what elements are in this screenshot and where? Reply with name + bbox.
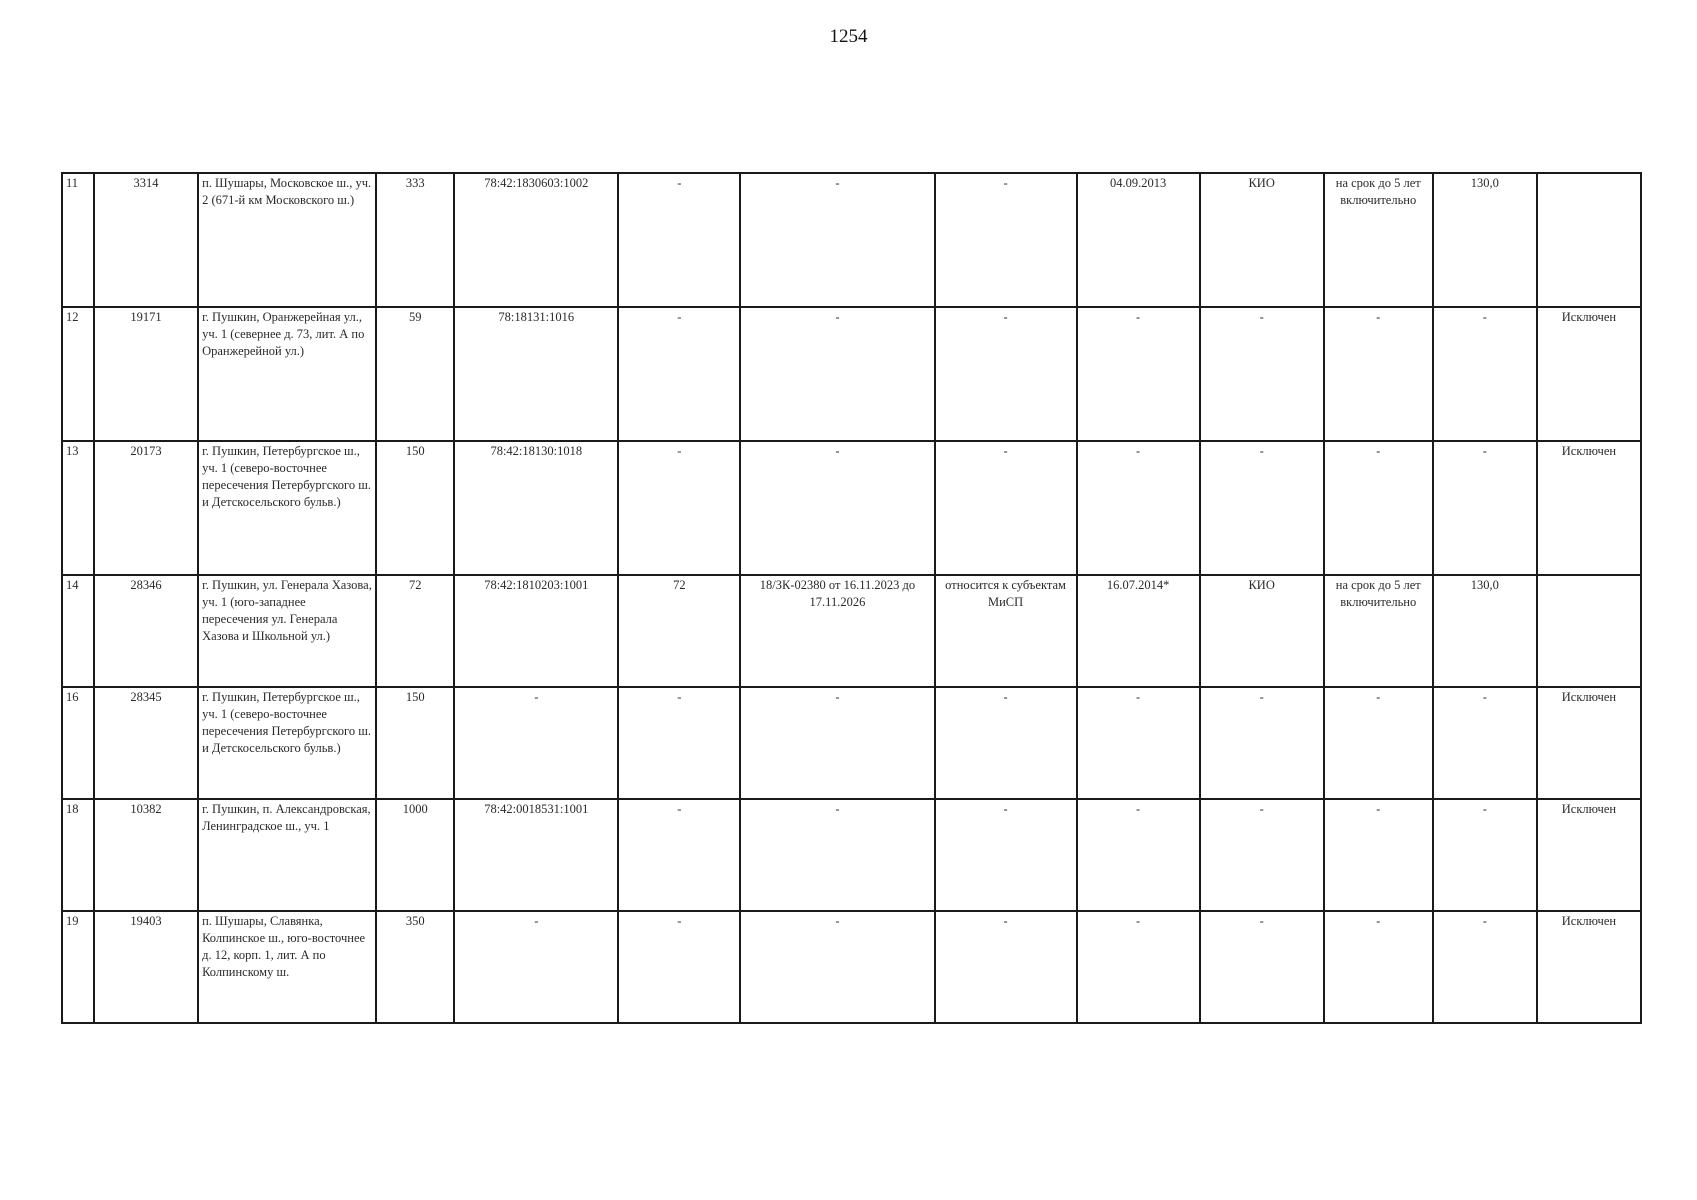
decision-date: -	[1077, 441, 1200, 575]
cadastral-number: 78:42:18130:1018	[454, 441, 618, 575]
decision-date: -	[1077, 799, 1200, 911]
term: -	[1324, 911, 1433, 1023]
cadastral-number: 78:42:0018531:1001	[454, 799, 618, 911]
status: Исключен	[1537, 441, 1641, 575]
row-number: 14	[62, 575, 94, 687]
table-row	[62, 173, 1641, 307]
rate: 130,0	[1433, 173, 1537, 307]
object-code: 19403	[94, 911, 198, 1023]
term: на срок до 5 лет включительно	[1324, 575, 1433, 687]
row-number: 19	[62, 911, 94, 1023]
rate: -	[1433, 441, 1537, 575]
column-8: -	[935, 687, 1077, 799]
rate: -	[1433, 307, 1537, 441]
cadastral-number: -	[454, 687, 618, 799]
table-row	[62, 575, 1641, 687]
status: Исключен	[1537, 911, 1641, 1023]
cadastral-number: -	[454, 911, 618, 1023]
decision-date: 04.09.2013	[1077, 173, 1200, 307]
address: г. Пушкин, ул. Генерала Хазова, уч. 1 (юго-западнее пересечения ул. Генерала Хазова и Школьной ул.)	[198, 575, 376, 687]
organization: -	[1200, 911, 1324, 1023]
decision-date: 16.07.2014*	[1077, 575, 1200, 687]
column-8: относится к субъектам МиСП	[935, 575, 1077, 687]
object-code: 3314	[94, 173, 198, 307]
column-8: -	[935, 799, 1077, 911]
area: 150	[376, 687, 454, 799]
contract: -	[740, 799, 934, 911]
contract: -	[740, 173, 934, 307]
organization: -	[1200, 441, 1324, 575]
term: -	[1324, 799, 1433, 911]
column-6: -	[618, 911, 740, 1023]
decision-date: -	[1077, 687, 1200, 799]
area: 59	[376, 307, 454, 441]
status: Исключен	[1537, 687, 1641, 799]
term: -	[1324, 307, 1433, 441]
area: 350	[376, 911, 454, 1023]
cadastral-number: 78:18131:1016	[454, 307, 618, 441]
row-number: 18	[62, 799, 94, 911]
table-row	[62, 687, 1641, 799]
column-6: -	[618, 441, 740, 575]
cadastral-number: 78:42:1830603:1002	[454, 173, 618, 307]
object-code: 19171	[94, 307, 198, 441]
term: -	[1324, 687, 1433, 799]
status: Исключен	[1537, 307, 1641, 441]
row-number: 11	[62, 173, 94, 307]
area: 1000	[376, 799, 454, 911]
organization: -	[1200, 799, 1324, 911]
page-number: 1254	[829, 26, 868, 47]
column-8: -	[935, 911, 1077, 1023]
contract: -	[740, 307, 934, 441]
registry-table	[61, 172, 1642, 1024]
object-code: 20173	[94, 441, 198, 575]
term: -	[1324, 441, 1433, 575]
column-8: -	[935, 441, 1077, 575]
rate: -	[1433, 911, 1537, 1023]
column-8: -	[935, 173, 1077, 307]
rate: -	[1433, 687, 1537, 799]
address: г. Пушкин, п. Александровская, Ленинградское ш., уч. 1	[198, 799, 376, 911]
organization: КИО	[1200, 173, 1324, 307]
table-row	[62, 307, 1641, 441]
row-number: 12	[62, 307, 94, 441]
address: г. Пушкин, Петербургское ш., уч. 1 (северо-восточнее пересечения Петербургского ш. и Детскосельского бульв.)	[198, 687, 376, 799]
table-row	[62, 911, 1641, 1023]
object-code: 28345	[94, 687, 198, 799]
contract: 18/ЗК-02380 от 16.11.2023 до 17.11.2026	[740, 575, 934, 687]
term: на срок до 5 лет включительно	[1324, 173, 1433, 307]
row-number: 13	[62, 441, 94, 575]
area: 150	[376, 441, 454, 575]
contract: -	[740, 687, 934, 799]
column-8: -	[935, 307, 1077, 441]
organization: -	[1200, 307, 1324, 441]
column-6: -	[618, 799, 740, 911]
address: п. Шушары, Славянка, Колпинское ш., юго-восточнее д. 12, корп. 1, лит. А по Колпинскому ш.	[198, 911, 376, 1023]
status	[1537, 575, 1641, 687]
address: п. Шушары, Московское ш., уч. 2 (671-й км Московского ш.)	[198, 173, 376, 307]
column-6: 72	[618, 575, 740, 687]
decision-date: -	[1077, 307, 1200, 441]
object-code: 10382	[94, 799, 198, 911]
rate: 130,0	[1433, 575, 1537, 687]
address: г. Пушкин, Оранжерейная ул., уч. 1 (севернее д. 73, лит. А по Оранжерейной ул.)	[198, 307, 376, 441]
contract: -	[740, 911, 934, 1023]
row-number: 16	[62, 687, 94, 799]
cadastral-number: 78:42:1810203:1001	[454, 575, 618, 687]
object-code: 28346	[94, 575, 198, 687]
table-row	[62, 799, 1641, 911]
table-row	[62, 441, 1641, 575]
column-6: -	[618, 687, 740, 799]
organization: КИО	[1200, 575, 1324, 687]
status: Исключен	[1537, 799, 1641, 911]
area: 72	[376, 575, 454, 687]
column-6: -	[618, 173, 740, 307]
address: г. Пушкин, Петербургское ш., уч. 1 (северо-восточнее пересечения Петербургского ш. и Детскосельского бульв.)	[198, 441, 376, 575]
column-6: -	[618, 307, 740, 441]
decision-date: -	[1077, 911, 1200, 1023]
organization: -	[1200, 687, 1324, 799]
rate: -	[1433, 799, 1537, 911]
area: 333	[376, 173, 454, 307]
contract: -	[740, 441, 934, 575]
status	[1537, 173, 1641, 307]
